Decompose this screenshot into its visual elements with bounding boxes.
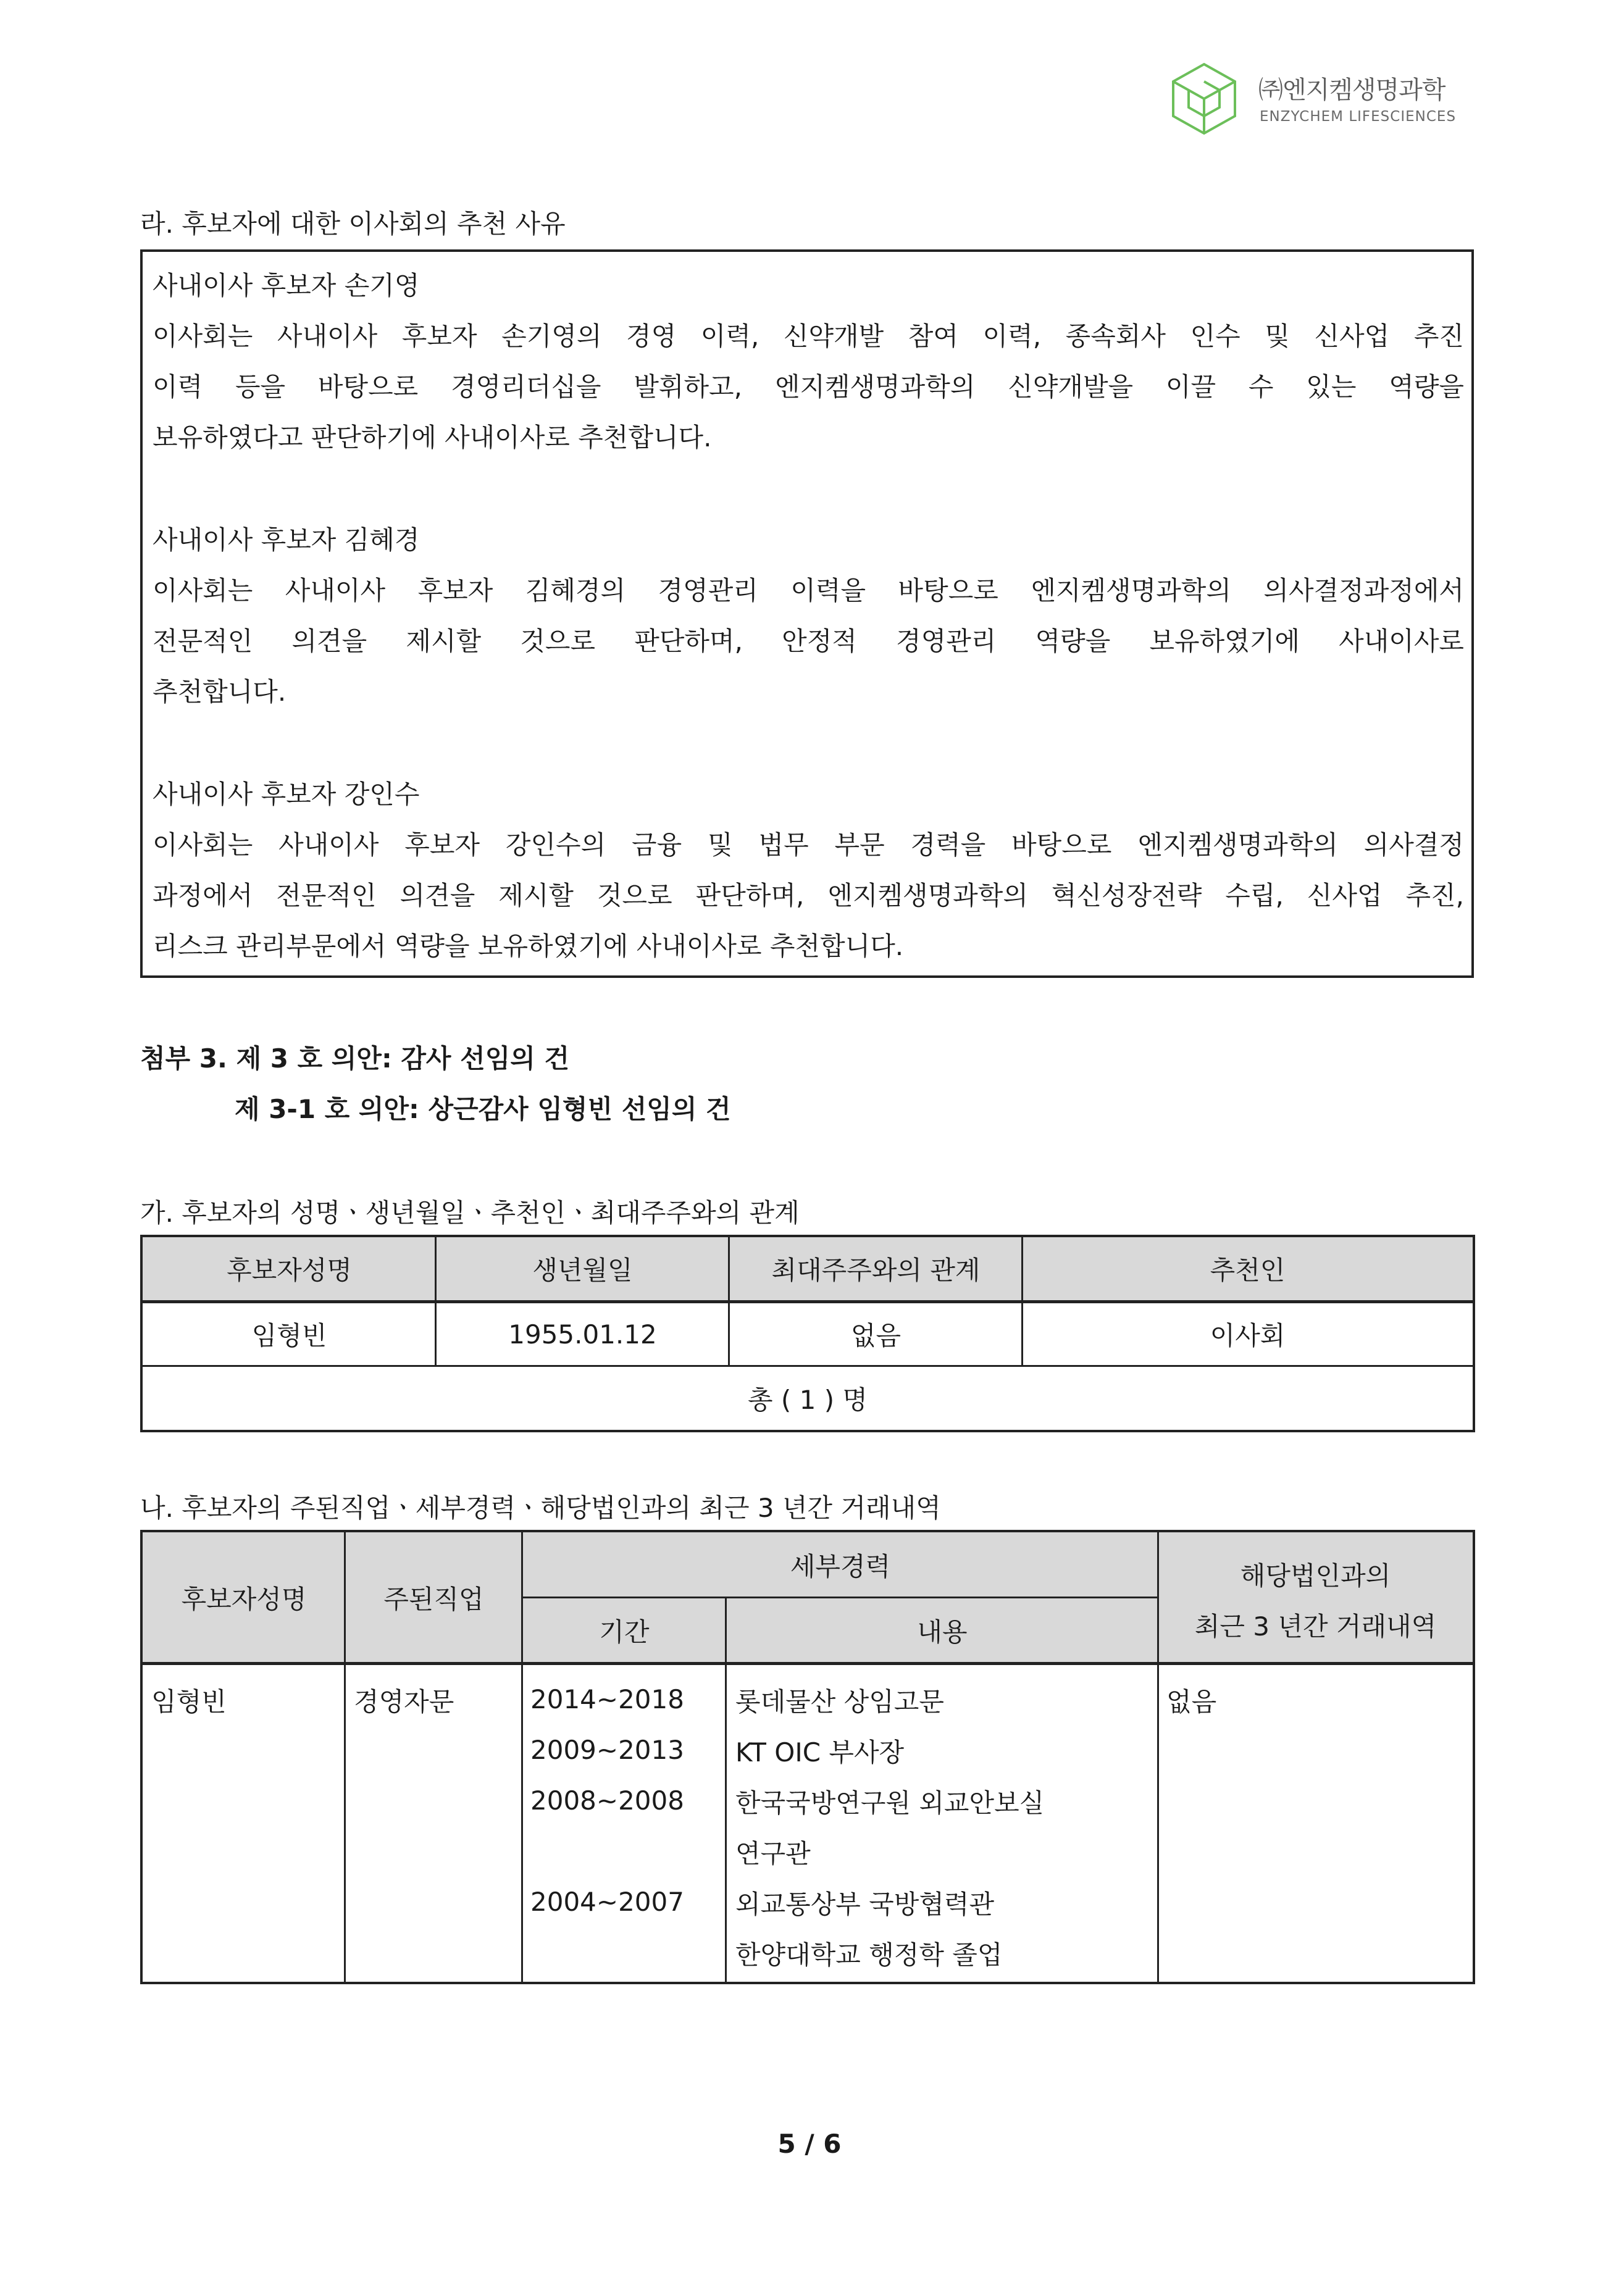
header-divider <box>143 1662 1473 1665</box>
cell-candidate-name: 임형빈 <box>251 1321 327 1351</box>
reason-line: 이사회는 사내이사 후보자 손기영의 경영 이력, 신약개발 참여 이력, 종속회사 인수 및 신사업 추진 <box>153 321 1464 351</box>
cell-birthdate: 1955.01.12 <box>508 1319 657 1350</box>
section-na-title: 나. 후보자의 주된직업ㆍ세부경력ㆍ해당법인과의 최근 3 년간 거래내역 <box>140 1493 941 1523</box>
cell-main-job: 경영자문 <box>354 1687 454 1717</box>
candidate-heading: 사내이사 후보자 강인수 <box>153 779 420 809</box>
header-period: 기간 <box>599 1617 650 1647</box>
page-number: 5 / 6 <box>777 2129 842 2159</box>
cell-content: 한국국방연구원 외교안보실 <box>735 1788 1045 1818</box>
header-transaction-line2: 최근 3 년간 거래내역 <box>1194 1611 1437 1642</box>
reason-line: 과정에서 전문적인 의견을 제시할 것으로 판단하며, 엔지켐생명과학의 혁신성장전략 수립, 신사업 추진, <box>153 880 1464 911</box>
cell-period: 2008~2008 <box>530 1785 684 1816</box>
column-divider <box>1021 1237 1023 1365</box>
header-candidate-name: 후보자성명 <box>181 1584 307 1614</box>
enzychem-logo-mark-icon <box>1167 62 1241 136</box>
cell-candidate-name: 임형빈 <box>151 1687 227 1717</box>
cell-total-count: 총 ( 1 ) 명 <box>747 1385 868 1415</box>
reason-line: 전문적인 의견을 제시할 것으로 판단하며, 안정적 경영관리 역량을 보유하였기에 사내이사로 <box>153 626 1464 656</box>
company-logo <box>1167 62 1488 136</box>
column-divider <box>725 1597 727 1982</box>
column-divider <box>1157 1532 1159 1982</box>
cell-recommender: 이사회 <box>1210 1321 1286 1351</box>
logo-english-name: ENZYCHEM LIFESCIENCES <box>1260 109 1457 125</box>
reason-line: 이사회는 사내이사 후보자 김혜경의 경영관리 이력을 바탕으로 엔지켐생명과학의 의사결정과정에서 <box>153 575 1464 606</box>
reason-line: 리스크 관리부문에서 역량을 보유하였기에 사내이사로 추천합니다. <box>153 931 904 961</box>
cell-content: 외교통상부 국방협력관 <box>735 1889 995 1919</box>
cell-period: 2004~2007 <box>530 1887 684 1917</box>
reason-line: 이력 등을 바탕으로 경영리더십을 발휘하고, 엔지켐생명과학의 신약개발을 이끌 수 있는 역량을 <box>153 372 1464 402</box>
cell-content: 연구관 <box>735 1839 811 1869</box>
cell-relation: 없음 <box>850 1321 902 1351</box>
cell-content: 롯데물산 상임고문 <box>735 1687 944 1717</box>
candidate-heading: 사내이사 후보자 손기영 <box>153 270 420 301</box>
cell-content: 한양대학교 행정학 졸업 <box>735 1940 1003 1970</box>
column-divider <box>344 1532 346 1982</box>
column-divider <box>728 1237 730 1365</box>
header-transaction-line1: 해당법인과의 <box>1240 1561 1391 1591</box>
reason-line: 이사회는 사내이사 후보자 강인수의 금융 및 법무 부문 경력을 바탕으로 엔지켐생명과학의 의사결정 <box>153 830 1464 860</box>
column-divider <box>435 1237 437 1365</box>
cell-content: KT OIC 부사장 <box>735 1737 905 1768</box>
attachment-subtitle: 제 3-1 호 의안: 상근감사 임형빈 선임의 건 <box>235 1094 731 1124</box>
header-subdivider <box>522 1597 1158 1598</box>
header-birthdate: 생년월일 <box>436 1237 729 1300</box>
career-table <box>140 1530 1475 1984</box>
reason-line: 보유하였다고 판단하기에 사내이사로 추천합니다. <box>153 422 712 453</box>
header-main-job: 주된직업 <box>383 1584 484 1614</box>
column-divider <box>521 1532 523 1982</box>
reason-line: 추천합니다. <box>153 677 287 707</box>
header-relation: 최대주주와의 관계 <box>729 1237 1023 1300</box>
cell-period: 2009~2013 <box>530 1735 684 1765</box>
header-candidate-name: 후보자성명 <box>143 1237 436 1300</box>
header-detailed-career: 세부경력 <box>790 1551 891 1582</box>
logo-korean-name: ㈜엔지켐생명과학 <box>1258 76 1445 104</box>
recommendation-reasons-box <box>140 249 1474 978</box>
header-content: 내용 <box>917 1617 968 1647</box>
section-ra-title: 라. 후보자에 대한 이사회의 추천 사유 <box>140 209 566 239</box>
cell-transaction: 없음 <box>1166 1687 1217 1717</box>
attachment-title: 첨부 3. 제 3 호 의안: 감사 선임의 건 <box>140 1043 570 1074</box>
cell-period: 2014~2018 <box>530 1684 684 1714</box>
candidate-info-table <box>140 1235 1475 1432</box>
header-recommender: 추천인 <box>1023 1237 1473 1300</box>
section-ga-title: 가. 후보자의 성명ㆍ생년월일ㆍ추천인ㆍ최대주주와의 관계 <box>140 1198 800 1228</box>
candidate-heading: 사내이사 후보자 김혜경 <box>153 525 420 555</box>
